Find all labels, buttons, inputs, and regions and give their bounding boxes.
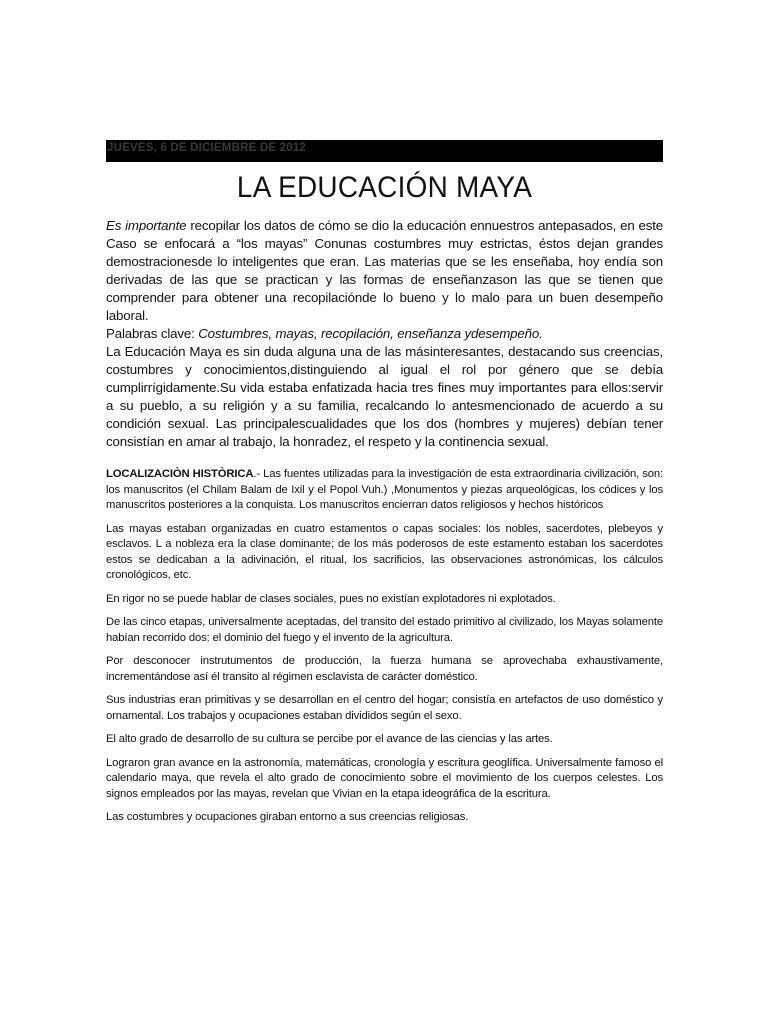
intro-emphasis: Es importante [106,218,187,233]
document-page [106,140,663,834]
localizacion-heading: LOCALIZACIÒN HISTÒRICA [106,468,254,480]
paragraph-stages: De las cinco etapas, universalmente aceptadas, del transito del estado primitivo al civilizado, los Mayas solamente habían recorrido dos: el dominio del fuego y el invento de la agricultura. [106,616,663,644]
page-title: LA EDUCACIÓN MAYA [236,171,533,204]
paragraph-no-classes: En rigor no se puede hablar de clases sociales, pues no existían explotadores ni explotados. [106,592,556,605]
keywords-label: Palabras clave: [106,326,199,341]
localizacion-paragraph [106,467,663,514]
paragraph-production: Por desconocer instrutumentos de producción, la fuerza humana se aprovechaba exhaustivamente, incrementándose así él transito al régimen esclavista de carácter doméstico. [106,655,663,683]
paragraph-education: La Educación Maya es sin duda alguna una de las másinteresantes, destacando sus creencias, costumbres y conocimientos,distinguiendo al igual el rol por género que se debía cumplirrígidamente.Su vida estaba enfatizada hacia tres fines muy importantes para ellos:servir a su pueblo, a su religión y a su familia, recalcando lo antesmencionado de acuerdo a su condición sexual. Las principalescualidades que los dos (hombres y mujeres) debían tener consistían en amar al trabajo, la honradez, el respeto y la continencia sexual. [106,344,663,449]
paragraph-customs: Las costumbres y ocupaciones giraban entorno a sus creencias religiosas. [106,811,469,823]
paragraph-industries: Sus industrias eran primitivas y se desarrollan en el centro del hogar; consistía en artefactos de uso doméstico y ornamental. Los trabajos y ocupaciones estaban divididos según el sexo. [106,694,663,722]
keywords-line [106,325,663,343]
intro-paragraph [106,217,663,325]
date-bar: JUEVES, 6 DE DICIEMBRE DE 2012 [106,140,663,162]
keywords-list: Costumbres, mayas, recopilación, enseñanza ydesempeño. [198,326,543,341]
intro-text: recopilar los datos de cómo se dio la educación ennuestros antepasados, en este Caso se enfocará a “los mayas” Conunas costumbres muy estrictas, éstos dejan grandes demostracionesde lo inteligentes que eran. Las materias que se les enseñaba, hoy endía son derivadas de las que se practican y las formas de enseñanzason las que se tienen que comprender para obtener una recopilaciónde lo bueno y lo malo para un buen desempeño laboral. [106,218,664,323]
localizacion-text: .- Las fuentes utilizadas para la investigación de esta extraordinaria civilización, son: los manuscritos (el Chilam Balam de Ixil y el Popol Vuh.) ,Monumentos y piezas arqueológicas, los códices y los manuscritos posteriores a la conquista. Los manuscritos encierran datos religiosos y hechos históricos [106,468,663,511]
paragraph-astronomy: Lograron gran avance en la astronomía, matemáticas, cronología y escritura geoglífica. Universalmente famoso el calendario maya, que revela el alto grado de conocimiento sobre el movimiento de los cuerpos celestes. Los signos empleados por las mayas, revelan que Vivian en la etapa ideográfica de la escritura. [106,756,663,800]
paragraph-culture: El alto grado de desarrollo de su cultura se percibe por el avance de las ciencias y las artes. [106,733,553,745]
paragraph-social-classes: Las mayas estaban organizadas en cuatro estamentos o capas sociales: los nobles, sacerdotes, plebeyos y esclavos. L a nobleza era la clase dominante; de los más poderosos de este estamento estaban los sacerdotes estos se dedicaban a la adivinación, el ritual, los sacrificios, las observaciones astronómicas, los cálculos cronológicos, etc. [106,522,663,581]
